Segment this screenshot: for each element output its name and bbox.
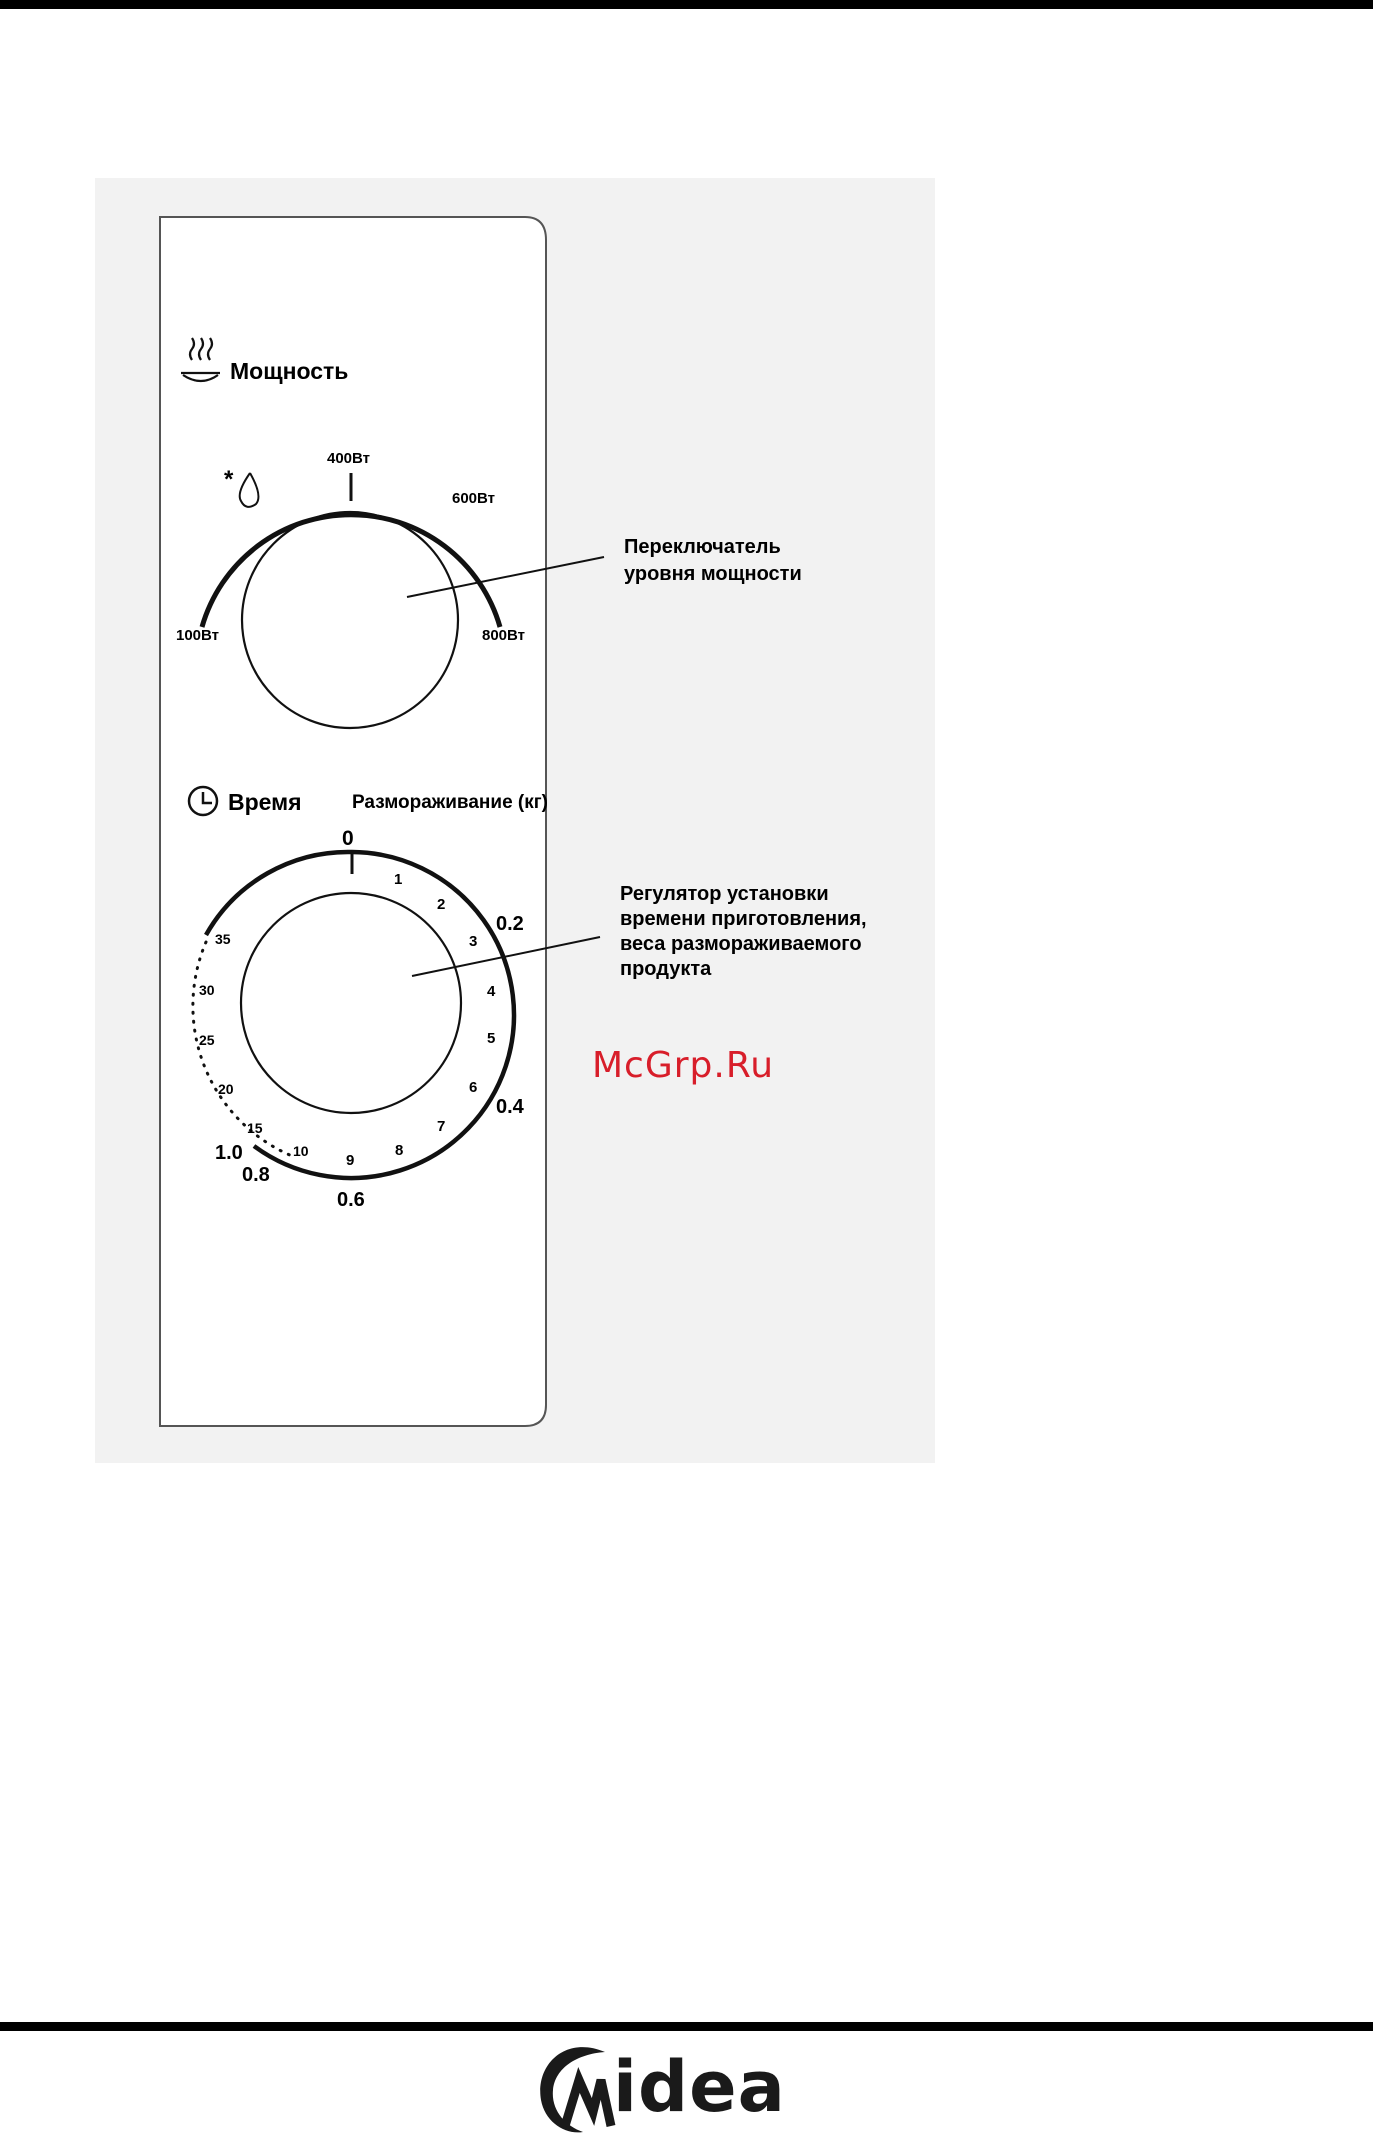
weight-label-0.6: 0.6 <box>337 1189 365 1211</box>
time-label-5: 5 <box>487 1030 496 1047</box>
time-label-4: 4 <box>487 983 496 1000</box>
time-label-35: 35 <box>215 931 231 947</box>
time-label-0: 0 <box>342 827 354 850</box>
defrost-star: * <box>224 466 234 493</box>
time-label-1: 1 <box>394 871 403 888</box>
logo-text: idea <box>613 2046 786 2128</box>
time-label-25: 25 <box>199 1032 215 1048</box>
time-callout-line4: продукта <box>620 958 712 980</box>
brand-logo <box>535 2040 835 2136</box>
time-label-8: 8 <box>395 1142 404 1159</box>
time-callout-line1: Регулятор установки <box>620 883 829 905</box>
weight-label-0.8: 0.8 <box>242 1164 270 1186</box>
time-label-9: 9 <box>346 1152 355 1169</box>
defrost-heading: Размораживание (кг) <box>352 792 549 813</box>
time-label-20: 20 <box>218 1081 234 1097</box>
power-label-800: 800Вт <box>482 627 526 644</box>
time-label-10: 10 <box>293 1143 309 1159</box>
time-label-3: 3 <box>469 933 478 950</box>
time-heading: Время <box>228 789 302 815</box>
time-label-7: 7 <box>437 1118 446 1135</box>
control-panel-outline <box>160 217 549 1426</box>
time-label-2: 2 <box>437 896 446 913</box>
time-callout-line2: времени приготовления, <box>620 908 867 930</box>
time-label-15: 15 <box>247 1120 263 1136</box>
power-callout-line2: уровня мощности <box>624 563 802 585</box>
power-heading: Мощность <box>230 358 349 384</box>
power-label-400: 400Вт <box>327 450 371 467</box>
time-label-30: 30 <box>199 982 215 998</box>
weight-label-0.2: 0.2 <box>496 913 524 935</box>
time-label-6: 6 <box>469 1079 478 1096</box>
weight-label-0.4: 0.4 <box>496 1096 524 1118</box>
power-callout-line1: Переключатель <box>624 536 781 558</box>
weight-label-1.0: 1.0 <box>215 1142 243 1164</box>
power-label-600: 600Вт <box>452 490 496 507</box>
power-label-100: 100Вт <box>176 627 220 644</box>
time-callout-line3: веса размораживаемого <box>620 933 862 955</box>
watermark: McGrp.Ru <box>592 1045 775 1086</box>
logo-swoosh-icon <box>535 2040 625 2136</box>
